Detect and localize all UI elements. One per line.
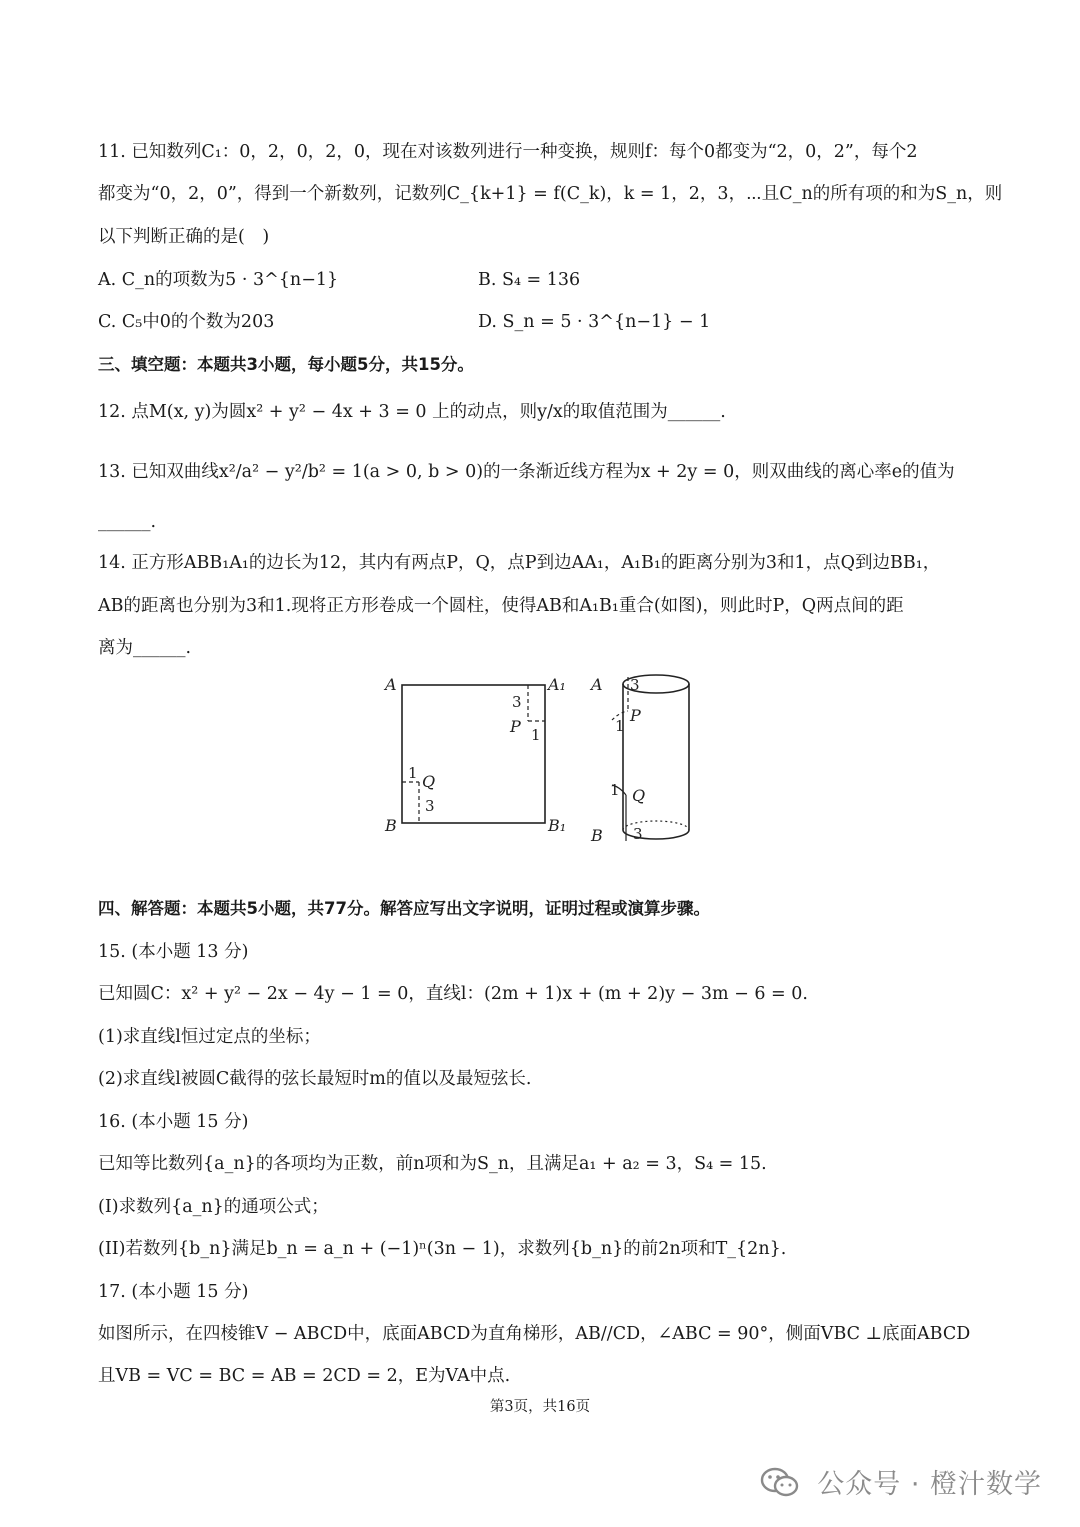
cyl-label-3-top: 3 — [630, 676, 640, 694]
cyl-label-a: A — [591, 675, 603, 694]
cyl-label-p: P — [630, 706, 641, 725]
q11-line2: 都变为“0，2，0”，得到一个新数列，记数列C_{k+1} = f(C_k)，k = 1，2，3，⋯且C_n的所有项的和为S_n，则 — [98, 184, 1003, 204]
q15-line2: (1)求直线l恒过定点的坐标； — [98, 1027, 321, 1047]
label-3-p: 3 — [512, 693, 522, 711]
q14-line2: AB的距离也分别为3和1.现将正方形卷成一个圆柱，使得AB和A₁B₁重合(如图)，则此时P，Q两点间的距 — [98, 596, 904, 616]
q11-option-d: D. S_n = 5 · 3^{n−1} − 1 — [478, 312, 711, 332]
cyl-label-b: B — [591, 826, 603, 845]
label-p: P — [510, 717, 521, 736]
section3-heading: 三、填空题：本题共3小题，每小题5分，共15分。 — [98, 355, 474, 374]
q15-line3: (2)求直线l被圆C截得的弦长最短时m的值以及最短弦长. — [98, 1069, 532, 1089]
q11-option-c: C. C₅中0的个数为203 — [98, 312, 275, 332]
label-1-p: 1 — [531, 726, 541, 744]
q11-line3: 以下判断正确的是( ) — [98, 227, 270, 247]
cyl-label-q: Q — [632, 786, 646, 805]
q17-head: 17. (本小题 15 分) — [98, 1282, 249, 1302]
label-a: A — [385, 675, 397, 694]
q14-line1: 14. 正方形ABB₁A₁的边长为12，其内有两点P，Q，点P到边AA₁，A₁B₁的距离分别为3和1，点Q到边BB₁， — [98, 553, 941, 573]
q11-option-b: B. S₄ = 136 — [478, 270, 581, 290]
label-b: B — [385, 816, 397, 835]
watermark-text: 公众号 · 橙汁数学 — [817, 1469, 1042, 1500]
q17-line2: 且VB = VC = BC = AB = 2CD = 2，E为VA中点. — [98, 1366, 511, 1386]
q16-line2: (I)求数列{a_n}的通项公式； — [98, 1197, 329, 1217]
label-q: Q — [422, 772, 436, 791]
square-cylinder-figure — [380, 665, 710, 855]
q11-option-a: A. C_n的项数为5 · 3^{n−1} — [98, 270, 339, 290]
label-1-q: 1 — [408, 764, 418, 782]
label-a1: A₁ — [548, 675, 566, 694]
cyl-label-1-q: 1 — [610, 781, 620, 799]
cyl-label-3-bottom: 3 — [633, 825, 643, 843]
wechat-icon — [760, 1466, 800, 1500]
q16-line1: 已知等比数列{a_n}的各项均为正数，前n项和为S_n，且满足a₁ + a₂ = 3，S₄ = 15. — [98, 1154, 767, 1174]
section4-heading: 四、解答题：本题共5小题，共77分。解答应写出文字说明，证明过程或演算步骤。 — [98, 899, 710, 918]
label-3-q: 3 — [425, 797, 435, 815]
q16-line3: (II)若数列{b_n}满足b_n = a_n + (−1)ⁿ(3n − 1)，求数列{b_n}的前2n项和T_{2n}. — [98, 1239, 787, 1259]
q13-line1: 13. 已知双曲线x²/a² − y²/b² = 1(a > 0, b > 0)的一条渐近线方程为x + 2y = 0，则双曲线的离心率e的值为 — [98, 462, 955, 482]
q15-line1: 已知圆C：x² + y² − 2x − 4y − 1 = 0，直线l：(2m + 1)x + (m + 2)y − 3m − 6 = 0. — [98, 984, 808, 1004]
page-footer: 第3页，共16页 — [489, 1399, 591, 1415]
q14-line3: 离为______. — [98, 638, 192, 658]
label-b1: B₁ — [548, 816, 567, 835]
q11-line1: 11. 已知数列C₁：0，2，0，2，0，现在对该数列进行一种变换，规则f：每个0都变为“2，0，2”，每个2 — [98, 142, 918, 162]
q15-head: 15. (本小题 13 分) — [98, 942, 249, 962]
q17-line1: 如图所示，在四棱锥V − ABCD中，底面ABCD为直角梯形，AB//CD，∠ABC = 90°，侧面VBC ⊥底面ABCD — [98, 1324, 971, 1344]
q13-line2: ______. — [98, 512, 157, 532]
q16-head: 16. (本小题 15 分) — [98, 1112, 249, 1132]
q12-text: 12. 点M(x, y)为圆x² + y² − 4x + 3 = 0 上的动点，则y/x的取值范围为______. — [98, 402, 726, 422]
cyl-label-1-p: 1 — [615, 717, 625, 735]
square-outline — [402, 685, 545, 823]
